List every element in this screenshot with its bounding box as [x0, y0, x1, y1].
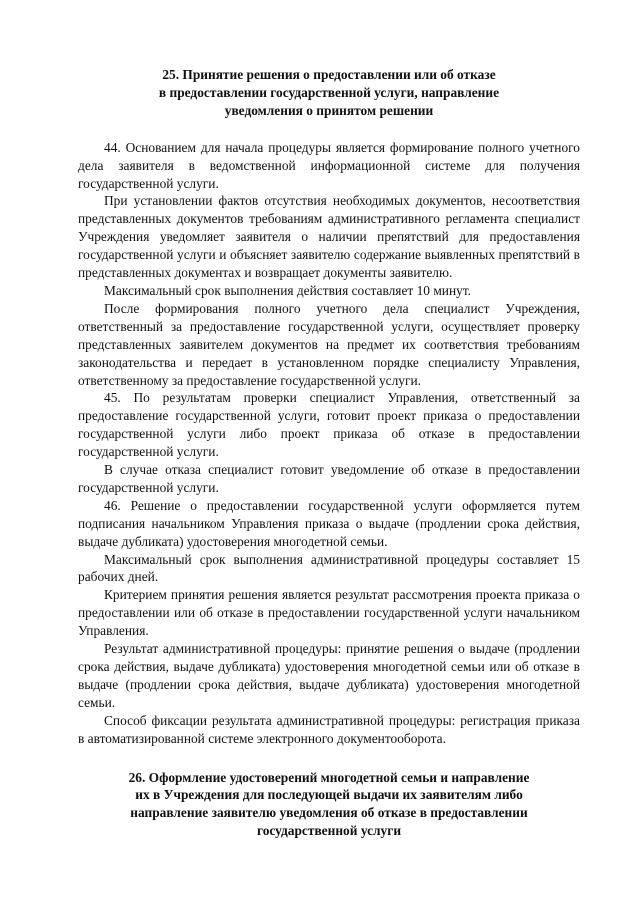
paragraph-refusal-notice: В случае отказа специалист готовит уведомление об отказе в предоставлении государственной услуги.	[78, 462, 580, 495]
paragraph-max-time-10-min: Максимальный срок выполнения действия составляет 10 минут.	[104, 282, 472, 298]
section-26-heading-line: государственной услуги	[256, 823, 402, 839]
section-25-heading-line: уведомления о принятом решении	[224, 102, 434, 118]
section-25-heading-line: 25. Принятие решения о предоставлении или об отказе	[162, 67, 496, 82]
paragraph-result-recording: Способ фиксации результата административной процедуры: регистрация приказа в автоматизированной системе электронного документооборота.	[78, 712, 580, 746]
section-26-heading-line: 26. Оформление удостоверений многодетной семьи и направление	[128, 769, 530, 785]
paragraph-max-time-15-days: Максимальный срок выполнения административной процедуры составляет 15 рабочих дней.	[78, 551, 580, 585]
section-25-body	[78, 139, 580, 748]
paragraph-45: 45. По результатам проверки специалист Управления, ответственный за предоставление государственной услуги, готовит проект приказа о предоставлении государственной услуги либо проект приказа об отказе в предоставлении государственной услуги.	[78, 390, 580, 460]
paragraph-decision-criterion: Критерием принятия решения является результат рассмотрения проекта приказа о предоставлении или об отказе в предоставлении государственной услуги начальником Управления.	[78, 587, 580, 639]
paragraph-46: 46. Решение о предоставлении государственной услуги оформляется путем подписания начальником Управления приказа о выдаче (продлении срока действия, выдаче дубликата) удостоверения многодетной семьи.	[78, 497, 580, 549]
section-25-heading-line: в предоставлении государственной услуги, направление	[158, 84, 500, 100]
document-page	[78, 66, 580, 840]
section-26-heading	[78, 769, 580, 841]
paragraph-document-check: После формирования полного учетного дела специалист Учреждения, ответственный за предоставление государственной услуги, осуществляет проверку представленных заявителем документов на предмет их соответствия требованиям законодательства и передает в установленном порядке специалисту Управления, ответственному за предоставление государственной услуги.	[78, 300, 580, 388]
paragraph-missing-documents: При установлении фактов отсутствия необходимых документов, несоответствия представленных документов требованиям административного регламента специалист Учреждения уведомляет заявителя о наличии препятствий для предоставления государственной услуги и объясняет заявителю содержание выявленных препятствий в представленных документах и возвращает документы заявителю.	[78, 193, 580, 281]
section-26-heading-line: их в Учреждения для последующей выдачи их заявителям либо	[135, 787, 523, 803]
section-25-heading	[78, 66, 580, 120]
paragraph-procedure-result: Результат административной процедуры: принятие решения о выдаче (продлении срока действия, выдаче дубликата) удостоверения многодетной семьи или об отказе в выдаче (продлении срока действия, выдаче дубликата) удостоверения многодетной семьи.	[78, 641, 580, 710]
section-26-heading-line: направление заявителю уведомления об отказе в предоставлении	[130, 805, 528, 821]
paragraph-44: 44. Основанием для начала процедуры является формирование полного учетного дела заявителя в ведомственной информационной системе для получения государственной услуги.	[78, 139, 580, 191]
